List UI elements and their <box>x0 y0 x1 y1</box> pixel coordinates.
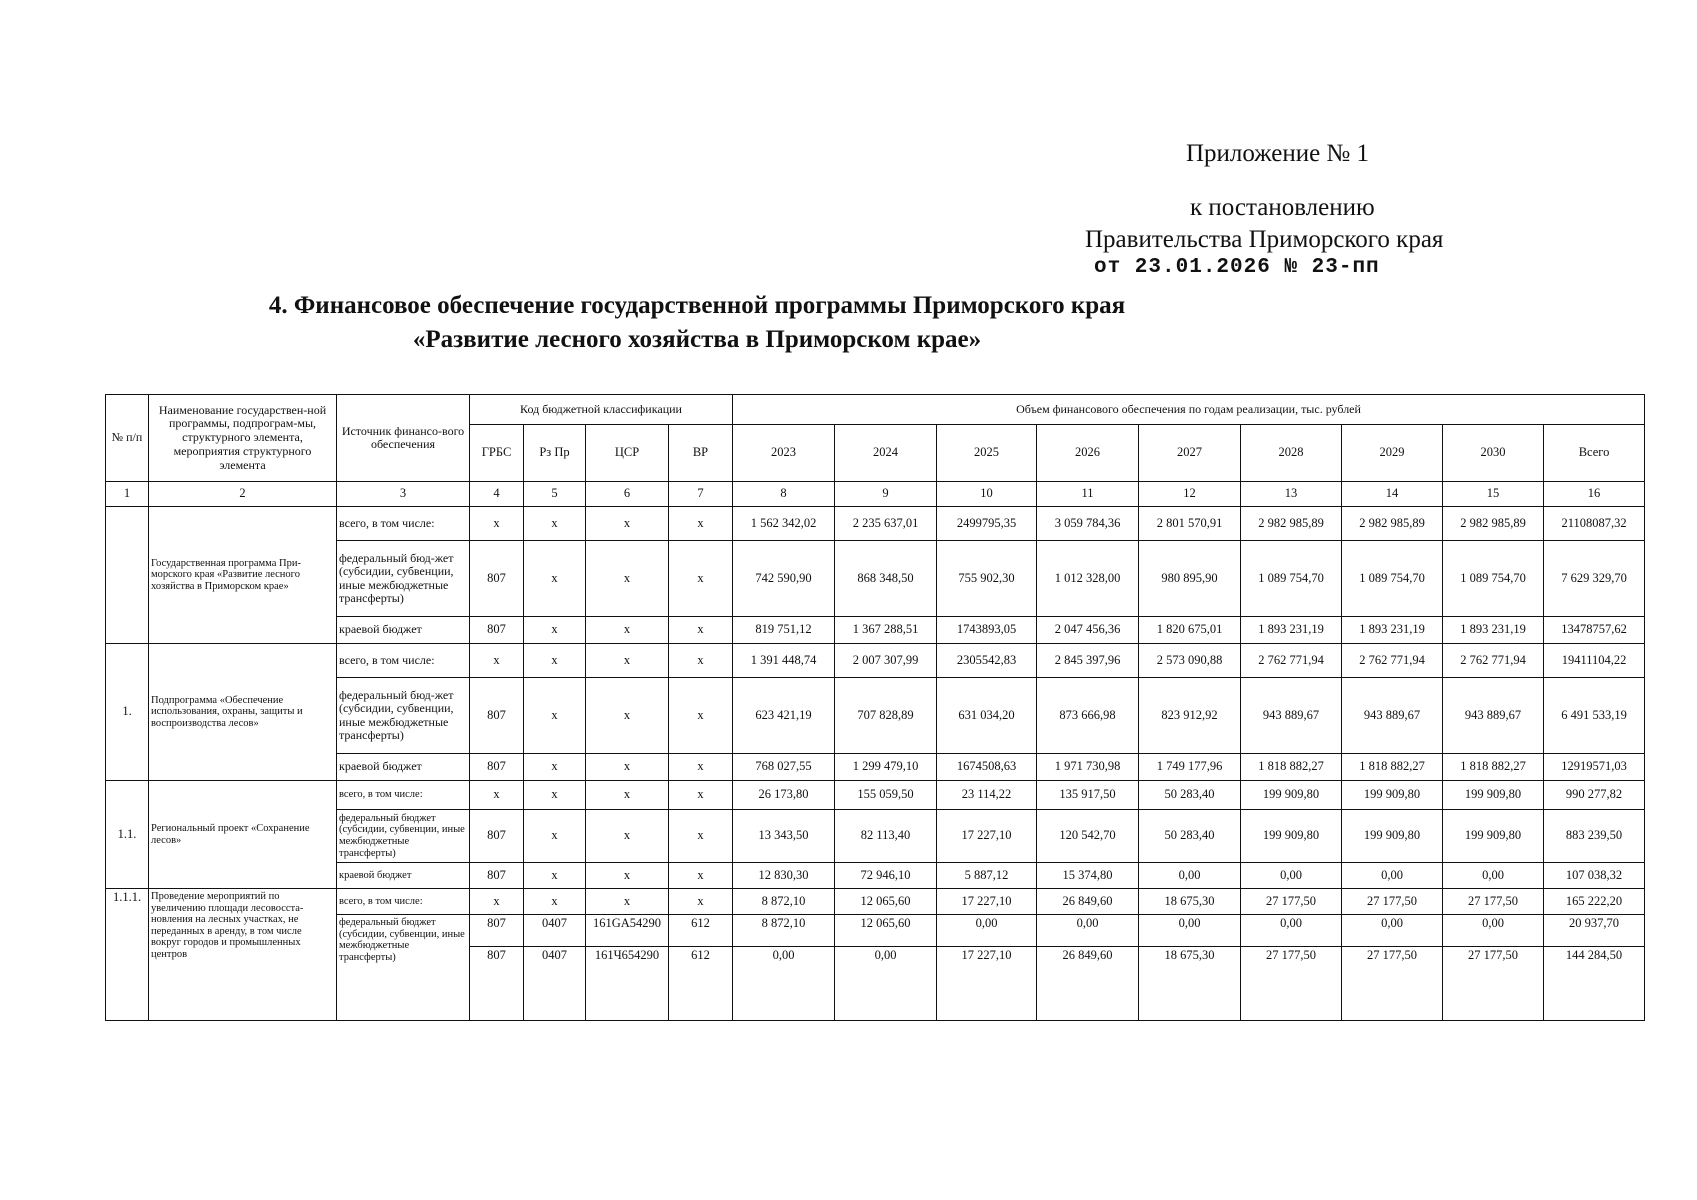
table-row <box>106 644 1645 678</box>
year-2029-header: 2029 <box>1342 425 1443 482</box>
column-number-cell: 10 <box>937 482 1037 507</box>
column-number-cell: 13 <box>1241 482 1342 507</box>
col-num-header: № п/п <box>106 395 149 482</box>
table-row <box>106 915 1645 947</box>
year-value-cell: 623 421,19 <box>733 678 835 754</box>
year-value-cell: 27 177,50 <box>1241 947 1342 1021</box>
column-number-cell: 8 <box>733 482 835 507</box>
year-value-cell: 8 872,10 <box>733 915 835 947</box>
year-value-cell: 27 177,50 <box>1443 889 1544 915</box>
rzpr-cell: x <box>524 678 586 754</box>
year-value-cell: 82 113,40 <box>835 810 937 863</box>
col-name-header: Наименование государствен-ной программы, подпрограм-мы, структурного элемента, мероприятия структурного элемента <box>149 395 337 482</box>
total-value-cell: 13478757,62 <box>1544 617 1645 644</box>
year-2028-header: 2028 <box>1241 425 1342 482</box>
vr-cell: x <box>669 889 733 915</box>
year-value-cell: 1 818 882,27 <box>1443 754 1544 781</box>
year-value-cell: 1 971 730,98 <box>1037 754 1139 781</box>
program-name-cell: Региональный проект «Сохранение лесов» <box>149 781 337 889</box>
funding-source-cell: краевой бюджет <box>337 617 470 644</box>
year-value-cell: 1 367 288,51 <box>835 617 937 644</box>
table-row <box>106 889 1645 915</box>
csr-cell: x <box>586 754 669 781</box>
year-value-cell: 2 762 771,94 <box>1443 644 1544 678</box>
vr-cell: 612 <box>669 947 733 1021</box>
year-value-cell: 943 889,67 <box>1443 678 1544 754</box>
year-value-cell: 26 173,80 <box>733 781 835 810</box>
total-value-cell: 990 277,82 <box>1544 781 1645 810</box>
year-value-cell: 0,00 <box>1139 915 1241 947</box>
year-value-cell: 2 235 637,01 <box>835 507 937 541</box>
total-value-cell: 107 038,32 <box>1544 863 1645 889</box>
vr-header: ВР <box>669 425 733 482</box>
column-number-cell: 9 <box>835 482 937 507</box>
year-value-cell: 18 675,30 <box>1139 889 1241 915</box>
vr-cell: x <box>669 754 733 781</box>
grbs-cell: 807 <box>470 617 524 644</box>
grbs-cell: 807 <box>470 810 524 863</box>
year-value-cell: 1 893 231,19 <box>1443 617 1544 644</box>
year-value-cell: 2 007 307,99 <box>835 644 937 678</box>
government-label: Правительства Приморского края <box>1085 226 1444 253</box>
funding-source-cell: краевой бюджет <box>337 754 470 781</box>
vr-cell: x <box>669 678 733 754</box>
year-value-cell: 2 762 771,94 <box>1342 644 1443 678</box>
year-value-cell: 27 177,50 <box>1443 947 1544 1021</box>
table-row <box>106 541 1645 617</box>
column-number-cell: 14 <box>1342 482 1443 507</box>
year-value-cell: 1 893 231,19 <box>1241 617 1342 644</box>
year-value-cell: 50 283,40 <box>1139 810 1241 863</box>
year-2027-header: 2027 <box>1139 425 1241 482</box>
total-value-cell: 7 629 329,70 <box>1544 541 1645 617</box>
vr-cell: x <box>669 810 733 863</box>
grbs-cell: 807 <box>470 915 524 947</box>
year-value-cell: 0,00 <box>1241 863 1342 889</box>
program-name-cell: Подпрограмма «Обеспечение использования, охраны, защиты и воспроизводства лесов» <box>149 644 337 781</box>
table-row <box>106 507 1645 541</box>
row-number-cell <box>106 507 149 644</box>
program-name-cell: Проведение мероприятий по увеличению площади лесовосста-новления на лесных участках, не переданных в аренду, в том числе вокруг городов и промышленных центров <box>149 889 337 1021</box>
year-value-cell: 1 299 479,10 <box>835 754 937 781</box>
column-number-cell: 7 <box>669 482 733 507</box>
year-value-cell: 0,00 <box>1139 863 1241 889</box>
year-value-cell: 631 034,20 <box>937 678 1037 754</box>
year-value-cell: 8 872,10 <box>733 889 835 915</box>
csr-cell: x <box>586 863 669 889</box>
year-value-cell: 1 818 882,27 <box>1342 754 1443 781</box>
year-value-cell: 120 542,70 <box>1037 810 1139 863</box>
rzpr-cell: x <box>524 863 586 889</box>
table-row <box>106 678 1645 754</box>
year-value-cell: 2 762 771,94 <box>1241 644 1342 678</box>
grbs-cell: 807 <box>470 541 524 617</box>
year-value-cell: 2499795,35 <box>937 507 1037 541</box>
year-value-cell: 2 047 456,36 <box>1037 617 1139 644</box>
year-value-cell: 1 893 231,19 <box>1342 617 1443 644</box>
vr-cell: x <box>669 644 733 678</box>
column-numbers-row <box>106 482 1645 507</box>
funding-source-cell: всего, в том числе: <box>337 781 470 810</box>
row-number-cell: 1. <box>106 644 149 781</box>
budget-code-header: Код бюджетной классификации <box>470 395 733 425</box>
rzpr-cell: x <box>524 754 586 781</box>
year-value-cell: 1 089 754,70 <box>1443 541 1544 617</box>
rzpr-cell: x <box>524 507 586 541</box>
rzpr-cell: 0407 <box>524 947 586 1021</box>
funding-source-cell: федеральный бюджет (субсидии, субвенции, иные межбюджетные трансферты) <box>337 810 470 863</box>
year-2023-header: 2023 <box>733 425 835 482</box>
year-value-cell: 0,00 <box>1037 915 1139 947</box>
vr-cell: x <box>669 617 733 644</box>
table-row <box>106 754 1645 781</box>
year-value-cell: 12 830,30 <box>733 863 835 889</box>
year-value-cell: 17 227,10 <box>937 810 1037 863</box>
year-value-cell: 0,00 <box>733 947 835 1021</box>
year-value-cell: 2 845 397,96 <box>1037 644 1139 678</box>
volume-header: Объем финансового обеспечения по годам реализации, тыс. рублей <box>733 395 1645 425</box>
column-number-cell: 5 <box>524 482 586 507</box>
total-header: Всего <box>1544 425 1645 482</box>
year-value-cell: 868 348,50 <box>835 541 937 617</box>
year-value-cell: 199 909,80 <box>1342 781 1443 810</box>
year-2024-header: 2024 <box>835 425 937 482</box>
year-value-cell: 26 849,60 <box>1037 947 1139 1021</box>
year-value-cell: 755 902,30 <box>937 541 1037 617</box>
column-number-cell: 1 <box>106 482 149 507</box>
year-value-cell: 5 887,12 <box>937 863 1037 889</box>
year-value-cell: 819 751,12 <box>733 617 835 644</box>
year-value-cell: 17 227,10 <box>937 889 1037 915</box>
row-number-cell: 1.1. <box>106 781 149 889</box>
header-row <box>106 395 1645 425</box>
year-value-cell: 707 828,89 <box>835 678 937 754</box>
year-value-cell: 15 374,80 <box>1037 863 1139 889</box>
year-value-cell: 943 889,67 <box>1241 678 1342 754</box>
decree-label: к постановлению <box>1190 194 1375 221</box>
total-value-cell: 6 491 533,19 <box>1544 678 1645 754</box>
year-value-cell: 2 801 570,91 <box>1139 507 1241 541</box>
grbs-cell: x <box>470 507 524 541</box>
year-value-cell: 0,00 <box>835 947 937 1021</box>
year-value-cell: 2 573 090,88 <box>1139 644 1241 678</box>
rzpr-cell: x <box>524 617 586 644</box>
funding-source-cell: федеральный бюд-жет (субсидии, субвенции, иные межбюджетные трансферты) <box>337 541 470 617</box>
column-number-cell: 6 <box>586 482 669 507</box>
rzpr-cell: x <box>524 889 586 915</box>
year-value-cell: 2 982 985,89 <box>1241 507 1342 541</box>
grbs-cell: 807 <box>470 947 524 1021</box>
csr-cell: x <box>586 617 669 644</box>
year-value-cell: 199 909,80 <box>1241 781 1342 810</box>
csr-cell: x <box>586 507 669 541</box>
year-value-cell: 943 889,67 <box>1342 678 1443 754</box>
row-number-cell: 1.1.1. <box>106 889 149 1021</box>
year-value-cell: 0,00 <box>1443 915 1544 947</box>
year-value-cell: 1 818 882,27 <box>1241 754 1342 781</box>
grbs-cell: x <box>470 889 524 915</box>
year-value-cell: 0,00 <box>1342 863 1443 889</box>
decree-date-number: от 23.01.2026 № 23-пп <box>1094 256 1380 279</box>
appendix-label: Приложение № 1 <box>1186 140 1370 167</box>
year-value-cell: 18 675,30 <box>1139 947 1241 1021</box>
funding-source-cell: федеральный бюд-жет (субсидии, субвенции, иные межбюджетные трансферты) <box>337 678 470 754</box>
column-number-cell: 2 <box>149 482 337 507</box>
program-name-cell: Государственная программа При-морского края «Развитие лесного хозяйства в Приморском крае» <box>149 507 337 644</box>
total-value-cell: 21108087,32 <box>1544 507 1645 541</box>
csr-cell: x <box>586 889 669 915</box>
year-value-cell: 27 177,50 <box>1342 947 1443 1021</box>
grbs-cell: x <box>470 781 524 810</box>
rzpr-cell: x <box>524 644 586 678</box>
year-value-cell: 1 089 754,70 <box>1241 541 1342 617</box>
year-2030-header: 2030 <box>1443 425 1544 482</box>
year-value-cell: 980 895,90 <box>1139 541 1241 617</box>
csr-cell: 161Ч654290 <box>586 947 669 1021</box>
grbs-cell: 807 <box>470 678 524 754</box>
vr-cell: x <box>669 541 733 617</box>
csr-cell: x <box>586 678 669 754</box>
vr-cell: 612 <box>669 915 733 947</box>
year-value-cell: 1 012 328,00 <box>1037 541 1139 617</box>
year-2025-header: 2025 <box>937 425 1037 482</box>
csr-cell: x <box>586 781 669 810</box>
year-value-cell: 2305542,83 <box>937 644 1037 678</box>
year-value-cell: 26 849,60 <box>1037 889 1139 915</box>
year-value-cell: 27 177,50 <box>1241 889 1342 915</box>
funding-source-cell: всего, в том числе: <box>337 507 470 541</box>
column-number-cell: 3 <box>337 482 470 507</box>
column-number-cell: 4 <box>470 482 524 507</box>
csr-cell: 161GA54290 <box>586 915 669 947</box>
year-value-cell: 72 946,10 <box>835 863 937 889</box>
year-value-cell: 2 982 985,89 <box>1342 507 1443 541</box>
year-value-cell: 823 912,92 <box>1139 678 1241 754</box>
year-value-cell: 199 909,80 <box>1241 810 1342 863</box>
funding-source-cell: федеральный бюджет (субсидии, субвенции, иные межбюджетные трансферты) <box>337 915 470 1021</box>
year-value-cell: 17 227,10 <box>937 947 1037 1021</box>
year-value-cell: 50 283,40 <box>1139 781 1241 810</box>
year-2026-header: 2026 <box>1037 425 1139 482</box>
funding-source-cell: всего, в том числе: <box>337 644 470 678</box>
grbs-cell: x <box>470 644 524 678</box>
year-value-cell: 135 917,50 <box>1037 781 1139 810</box>
rzpr-cell: 0407 <box>524 915 586 947</box>
csr-cell: x <box>586 810 669 863</box>
csr-cell: x <box>586 644 669 678</box>
year-value-cell: 12 065,60 <box>835 889 937 915</box>
grbs-cell: 807 <box>470 863 524 889</box>
document-title-line1: 4. Финансовое обеспечение государственной программы Приморского края <box>268 292 1126 319</box>
rzpr-cell: x <box>524 541 586 617</box>
total-value-cell: 883 239,50 <box>1544 810 1645 863</box>
total-value-cell: 144 284,50 <box>1544 947 1645 1021</box>
year-value-cell: 873 666,98 <box>1037 678 1139 754</box>
year-value-cell: 27 177,50 <box>1342 889 1443 915</box>
vr-cell: x <box>669 507 733 541</box>
grbs-header: ГРБС <box>470 425 524 482</box>
csr-header: ЦСР <box>586 425 669 482</box>
year-value-cell: 742 590,90 <box>733 541 835 617</box>
year-value-cell: 1 749 177,96 <box>1139 754 1241 781</box>
year-value-cell: 0,00 <box>937 915 1037 947</box>
grbs-cell: 807 <box>470 754 524 781</box>
year-value-cell: 1 820 675,01 <box>1139 617 1241 644</box>
year-value-cell: 0,00 <box>1443 863 1544 889</box>
vr-cell: x <box>669 863 733 889</box>
funding-source-cell: краевой бюджет <box>337 863 470 889</box>
total-value-cell: 19411104,22 <box>1544 644 1645 678</box>
year-value-cell: 1743893,05 <box>937 617 1037 644</box>
year-value-cell: 1 089 754,70 <box>1342 541 1443 617</box>
year-value-cell: 23 114,22 <box>937 781 1037 810</box>
year-value-cell: 3 059 784,36 <box>1037 507 1139 541</box>
year-value-cell: 1 562 342,02 <box>733 507 835 541</box>
document-title-line2: «Развитие лесного хозяйства в Приморском крае» <box>412 326 982 353</box>
table-row <box>106 781 1645 810</box>
year-value-cell: 199 909,80 <box>1342 810 1443 863</box>
year-value-cell: 199 909,80 <box>1443 810 1544 863</box>
total-value-cell: 12919571,03 <box>1544 754 1645 781</box>
year-value-cell: 1674508,63 <box>937 754 1037 781</box>
year-value-cell: 768 027,55 <box>733 754 835 781</box>
vr-cell: x <box>669 781 733 810</box>
year-value-cell: 12 065,60 <box>835 915 937 947</box>
year-value-cell: 155 059,50 <box>835 781 937 810</box>
column-number-cell: 15 <box>1443 482 1544 507</box>
year-value-cell: 1 391 448,74 <box>733 644 835 678</box>
rzpr-cell: x <box>524 781 586 810</box>
table-row <box>106 617 1645 644</box>
column-number-cell: 16 <box>1544 482 1645 507</box>
rzpr-header: Рз Пр <box>524 425 586 482</box>
year-value-cell: 0,00 <box>1241 915 1342 947</box>
year-value-cell: 2 982 985,89 <box>1443 507 1544 541</box>
table-row <box>106 810 1645 863</box>
year-value-cell: 199 909,80 <box>1443 781 1544 810</box>
rzpr-cell: x <box>524 810 586 863</box>
year-value-cell: 0,00 <box>1342 915 1443 947</box>
table-row <box>106 863 1645 889</box>
total-value-cell: 20 937,70 <box>1544 915 1645 947</box>
financing-table <box>105 394 1645 1021</box>
year-value-cell: 13 343,50 <box>733 810 835 863</box>
column-number-cell: 11 <box>1037 482 1139 507</box>
csr-cell: x <box>586 541 669 617</box>
column-number-cell: 12 <box>1139 482 1241 507</box>
col-source-header: Источник финансо-вого обеспечения <box>337 395 470 482</box>
total-value-cell: 165 222,20 <box>1544 889 1645 915</box>
funding-source-cell: всего, в том числе: <box>337 889 470 915</box>
